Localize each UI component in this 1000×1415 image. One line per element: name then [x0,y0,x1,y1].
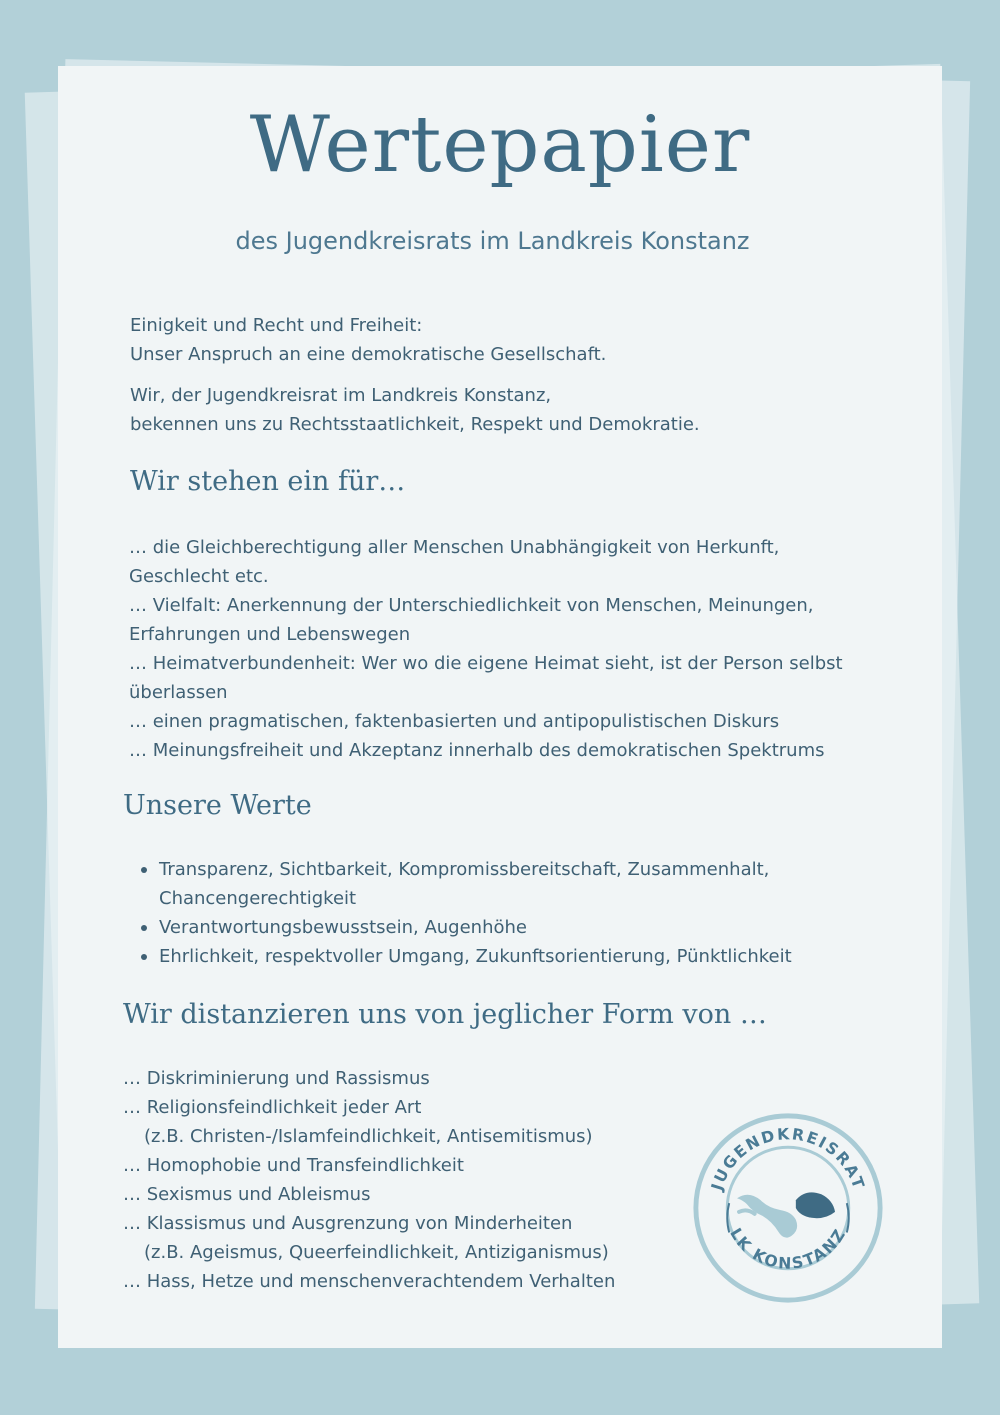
section-heading-values: Unsere Werte [123,790,312,821]
list-item: … Diskriminierung und Rassismus [123,1068,430,1089]
list-item: … Hass, Hetze und menschenverachtendem Verhalten [123,1271,616,1292]
stamp-top-text: JUGENDKREISRAT [707,1124,869,1193]
list-item: … einen pragmatischen, faktenbasierten und antipopulistischen Diskurs [129,711,780,732]
list-item: … Vielfalt: Anerkennung der Unterschiedlichkeit von Menschen, Meinungen, [129,595,814,616]
page-subtitle: des Jugendkreisrats im Landkreis Konstanz [235,227,750,255]
list-item-continued: Geschlecht etc. [129,566,269,587]
intro-paragraph-1 [130,311,606,369]
list-item: … Heimatverbundenheit: Wer wo die eigene Heimat sieht, ist der Person selbst [129,653,843,674]
section-heading-distance: Wir distanzieren uns von jeglicher Form von … [123,999,767,1030]
jugendkreisrat-logo-stamp [690,1110,886,1306]
list-item: … Religionsfeindlichkeit jeder Art [123,1097,422,1118]
lake-branch-icon [739,1210,755,1214]
value-line: Transparenz, Sichtbarkeit, Kompromissbereitschaft, Zusammenhalt, [159,859,770,880]
intro-line: Wir, der Jugendkreisrat im Landkreis Konstanz, [130,385,552,406]
list-item [129,855,792,913]
list-item: … Meinungsfreiheit und Akzeptanz innerhalb des demokratischen Spektrums [129,740,825,761]
intro-line: Einigkeit und Recht und Freiheit: [130,315,423,336]
stand-for-list [129,533,843,765]
list-item: … die Gleichberechtigung aller Menschen Unabhängigkeit von Herkunft, [129,537,780,558]
stamp-bottom-text: LK KONSTANZ [726,1224,850,1273]
list-item-continued: überlassen [129,682,228,703]
land-shape-icon [796,1192,835,1218]
list-item [129,942,792,971]
value-line-continued: Chancengerechtigkeit [159,888,357,909]
value-line: Verantwortungsbewusstsein, Augenhöhe [159,917,527,938]
section-heading-stand-for: Wir stehen ein für… [130,466,406,497]
intro-line: Unser Anspruch an eine demokratische Gesellschaft. [130,344,607,365]
list-item-continued: (z.B. Ageismus, Queerfeindlichkeit, Antiziganismus) [144,1242,609,1263]
value-line: Ehrlichkeit, respektvoller Umgang, Zukunftsorientierung, Pünktlichkeit [159,946,792,967]
list-item-continued: (z.B. Christen-/Islamfeindlichkeit, Antisemitismus) [144,1126,593,1147]
values-list [129,855,792,971]
list-item: … Klassismus und Ausgrenzung von Minderheiten [123,1213,573,1234]
list-item: … Homophobie und Transfeindlichkeit [123,1155,464,1176]
intro-line: bekennen uns zu Rechtsstaatlichkeit, Respekt und Demokratie. [130,414,700,435]
intro-paragraph-2 [130,381,700,439]
distance-list [123,1064,615,1296]
page-title: Wertepapier [249,100,751,190]
list-item: … Sexismus und Ableismus [123,1184,371,1205]
list-item-continued: Erfahrungen und Lebenswegen [129,624,411,645]
list-item [129,913,792,942]
